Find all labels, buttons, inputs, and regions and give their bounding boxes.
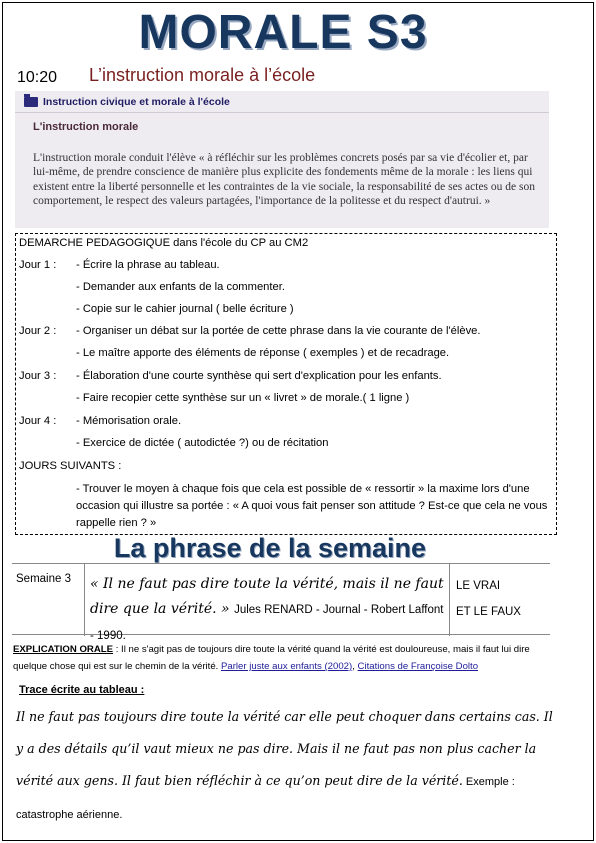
explanation-text: : Il ne s'agit pas de toujours dire toute la vérité quand la vérité est douloureuse, mais il faut lui dire quelque chose qui est sur le chemin de la vérité. [13,644,530,672]
time-label: 10:20 [17,69,58,86]
panel-heading: L'instruction morale [33,121,139,133]
demarche-box [15,233,557,535]
day-item: - Demander aux enfants de la commenter. [76,281,285,293]
folder-icon [24,97,38,107]
following-days-item: - Trouver le moyen à chaque fois que cela est possible de « ressortir » la maxime lors d'une occasion qui illustre sa portée : « A quoi vous fait penser son attitude ? Est-ce que cela ne vous rappelle rien ? » [76,483,548,529]
explanation-label: EXPLICATION ORALE [13,644,114,655]
quote-text: « Il ne faut pas dire toute la vérité, mais il ne faut dire que la vérité. » [90,576,444,617]
day-item: - Organiser un débat sur la portée de cette phrase dans la vie courante de l'élève. [76,325,481,337]
trace-text [16,701,556,831]
main-title: MORALE S3 [138,6,428,59]
quote-source: Jules RENARD - Journal - Robert Laffont - 1990. [90,604,444,642]
day-item: - Exercice de dictée ( autodictée ?) ou de récitation [76,437,329,449]
trace-body: Il ne faut pas toujours dire toute la vérité car elle peut choquer dans certains cas. Il y a des détails qu’il vaut mieux ne pas dire. Mais il ne faut pas non plus cacher la vérité aux gens. Il faut bien réfléchir à ce qu’on peut dire de la vérité. [16,709,553,788]
divider [449,564,450,636]
link-separator: , [352,661,358,672]
panel-category-link[interactable]: Instruction civique et morale à l'école [43,96,230,108]
info-panel [15,91,549,228]
subtitle: L’instruction morale à l’école [89,65,316,85]
day-label: Jour 2 : [19,325,57,337]
document-page [2,2,594,841]
demarche-title: DEMARCHE PEDAGOGIQUE dans l'école du CP au CM2 [19,237,309,249]
week-label: Semaine 3 [16,573,71,585]
day-label: Jour 3 : [19,370,57,382]
theme-tag: ET LE FAUX [456,606,521,618]
day-label: Jour 4 : [19,415,57,427]
oral-explanation [13,641,553,675]
link-parler-juste[interactable]: Parler juste aux enfants (2002) [221,661,353,672]
week-phrase-box [12,563,550,642]
day-item: - Copie sur le cahier journal ( belle écriture ) [76,303,294,315]
day-item: - Élaboration d'une courte synthèse qui sert d'explication pour les enfants. [76,370,442,382]
divider [84,564,85,636]
phrase-title: La phrase de la semaine [113,533,427,563]
week-quote [90,572,446,649]
trace-example: Exemple : catastrophe aérienne. [16,776,515,821]
day-item: - Écrire la phrase au tableau. [76,259,220,271]
day-item: - Faire recopier cette synthèse sur un « livret » de morale.( 1 ligne ) [76,392,410,404]
theme-tag: LE VRAI [456,580,501,592]
panel-body-text: L'instruction morale conduit l'élève « à réfléchir sur les problèmes concrets posés par sa vie d'écolier et, par lui-même, de prendre conscience de manière plus explicite des fondements même de la morale : les liens qui existent entre la liberté personnelle et les contraintes de la vie sociale, la responsabilité de ses actes ou de son comportement, le respect des valeurs partagées, l'importance de la politesse et du respect d'autrui. » [33,152,535,208]
day-label: Jour 1 : [19,259,57,271]
following-days-label: JOURS SUIVANTS : [19,460,122,472]
trace-label: Trace écrite au tableau : [19,684,145,696]
day-item: - Le maître apporte des éléments de réponse ( exemples ) et de recadrage. [76,347,450,359]
link-citations-dolto[interactable]: Citations de Françoise Dolto [357,661,479,672]
day-item: - Mémorisation orale. [76,415,182,427]
panel-header [15,91,549,113]
